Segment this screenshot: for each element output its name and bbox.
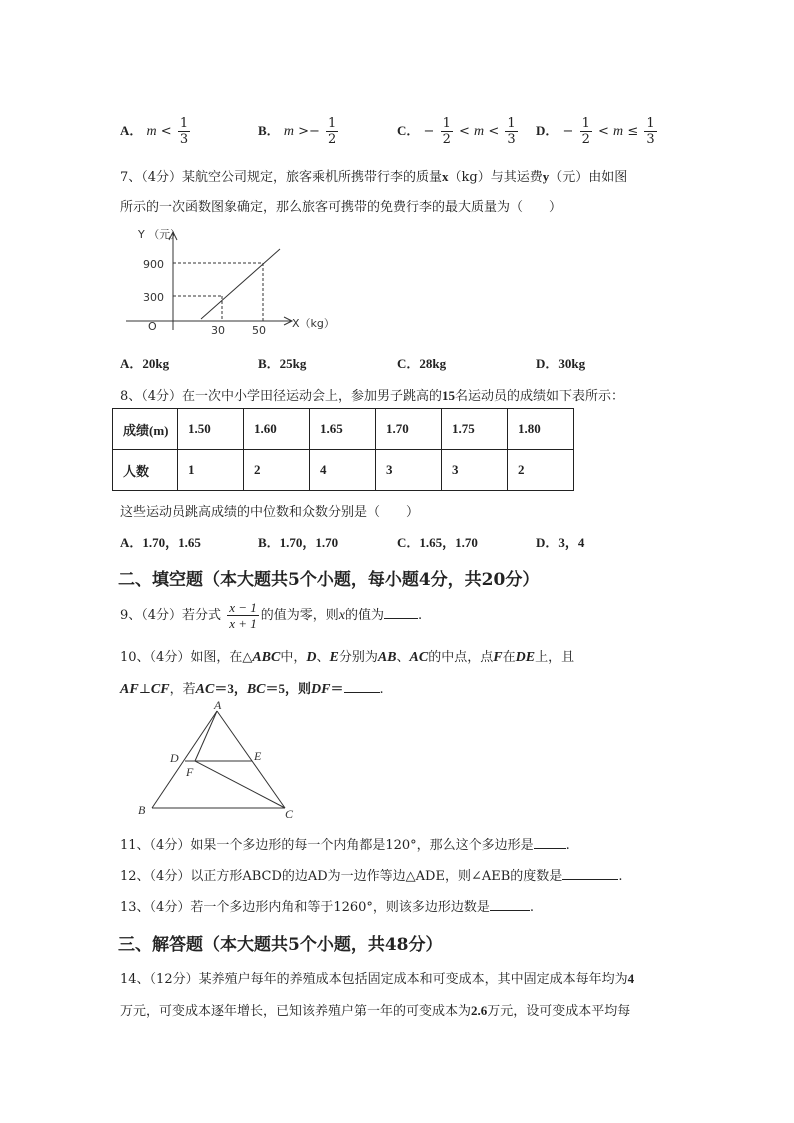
table-cell: 1.50 <box>178 409 244 450</box>
q10-line1: 10、（4分）如图，在△ABC中，D、E分别为AB、AC的中点，点F在DE上，且 <box>120 650 575 665</box>
q7-graph <box>118 224 348 342</box>
q8-option-c: C．1.65，1.70 <box>397 535 478 550</box>
q14-line2: 万元，可变成本逐年增长，已知该养殖户第一年的可变成本为2.6万元，设可变成本平均每 <box>120 1003 631 1019</box>
q12: 12、（4分）以正方形ABCD的边AD为一边作等边△ADE，则∠AEB的度数是 . <box>120 869 623 884</box>
segment-af <box>195 711 217 761</box>
table-cell: 1.65 <box>310 409 376 450</box>
point-label-a: A <box>214 700 222 712</box>
answer-blank <box>534 836 566 849</box>
q6-option-b: B． m >− $\frac{1}{2}$ <box>258 116 337 147</box>
q10-line2: AF⊥CF，若AC＝3，BC＝5，则DF＝ . <box>120 681 384 697</box>
q14-line1: 14、（12分）某养殖户每年的养殖成本包括固定成本和可变成本，其中固定成本每年均为4 <box>120 971 635 987</box>
table-cell: 2 <box>244 450 310 491</box>
table-header-cell: 人数 <box>113 450 178 491</box>
table-cell: 1 <box>178 450 244 491</box>
point-label-e: E <box>254 749 262 763</box>
point-label-f: F <box>186 765 194 779</box>
q7-line2: 所示的一次函数图象确定，那么旅客可携带的免费行李的最大质量为（ ） <box>120 200 563 215</box>
fraction: $\frac{1}{3}$ <box>507 116 516 147</box>
q8-question: 这些运动员跳高成绩的中位数和众数分别是（ ） <box>120 505 420 520</box>
graph-x-tick-30: 30 <box>211 324 225 337</box>
section-2-title: 二、填空题（本大题共5个小题，每小题4分，共20分） <box>118 570 540 590</box>
q7-option-d: D．30kg <box>536 356 586 371</box>
q8-option-b: B．1.70，1.70 <box>258 535 339 550</box>
table-row <box>113 409 574 450</box>
table-cell: 4 <box>310 450 376 491</box>
q13: 13、（4分）若一个多边形内角和等于1260°，则该多边形边数是 . <box>120 900 535 915</box>
q8-option-d: D．3，4 <box>536 535 585 550</box>
table-cell: 1.60 <box>244 409 310 450</box>
point-label-d: D <box>170 751 179 765</box>
table-cell: 1.70 <box>376 409 442 450</box>
answer-blank <box>562 867 618 880</box>
q6-option-a: A． m < $\frac{1}{3}$ <box>120 116 189 147</box>
table-cell: 2 <box>508 450 574 491</box>
table-header-cell: 成绩(m) <box>113 409 178 450</box>
graph-x-axis-label: X（kg） <box>292 317 335 330</box>
section-3-title: 三、解答题（本大题共5个小题，共48分） <box>118 935 443 955</box>
graph-y-tick-300: 300 <box>143 291 164 304</box>
fraction: $\frac{1}{3}$ <box>179 116 189 147</box>
q7-line1: 7、（4分）某航空公司规定，旅客乘机所携带行李的质量x（kg）与其运费y（元）由如图 <box>120 169 628 185</box>
table-cell: 1.80 <box>508 409 574 450</box>
fraction: $\frac{x - 1}{x + 1}$ <box>229 600 257 631</box>
graph-y-tick-900: 900 <box>143 258 164 271</box>
q8-line1: 8、（4分）在一次中小学田径运动会上，参加男子跳高的15名运动员的成绩如下表所示： <box>120 388 625 404</box>
graph-origin-label: O <box>148 320 157 333</box>
table-cell: 3 <box>442 450 508 491</box>
answer-blank <box>344 680 380 693</box>
fraction: $\frac{1}{2}$ <box>581 116 590 147</box>
graph-function-line <box>201 249 280 319</box>
segment-cf <box>195 761 285 808</box>
table-cell: 3 <box>376 450 442 491</box>
q9: 9、（4分）若分式 $\frac{x - 1}{x + 1}$ 的值为零，则x的值为 . <box>120 600 423 631</box>
q8-option-a: A．1.70，1.65 <box>120 535 201 550</box>
q11: 11、（4分）如果一个多边形的每一个内角都是120°，那么这个多边形是 . <box>120 838 570 853</box>
q6-option-d: D． − $\frac{1}{2}$ < m ≤ $\frac{1}{3}$ <box>536 116 655 147</box>
table-cell: 1.75 <box>442 409 508 450</box>
answer-blank <box>384 606 418 619</box>
segment-ac <box>217 711 285 808</box>
point-label-c: C <box>285 807 294 821</box>
fraction: $\frac{1}{3}$ <box>646 116 655 147</box>
graph-x-tick-50: 50 <box>252 324 266 337</box>
q8-score-table <box>112 408 574 491</box>
fraction: $\frac{1}{2}$ <box>328 116 337 147</box>
answer-blank <box>490 898 530 911</box>
q6-option-c: C． − $\frac{1}{2}$ < m < $\frac{1}{3}$ <box>397 116 516 147</box>
q7-option-c: C．28kg <box>397 356 447 371</box>
table-row <box>113 450 574 491</box>
q7-option-a: A．20kg <box>120 356 170 371</box>
fraction: $\frac{1}{2}$ <box>442 116 451 147</box>
q7-option-b: B．25kg <box>258 356 307 371</box>
segment-ab <box>152 711 217 808</box>
q10-triangle-figure <box>130 700 305 822</box>
point-label-b: B <box>138 803 146 817</box>
graph-y-axis-label: Y （元） <box>138 228 182 241</box>
